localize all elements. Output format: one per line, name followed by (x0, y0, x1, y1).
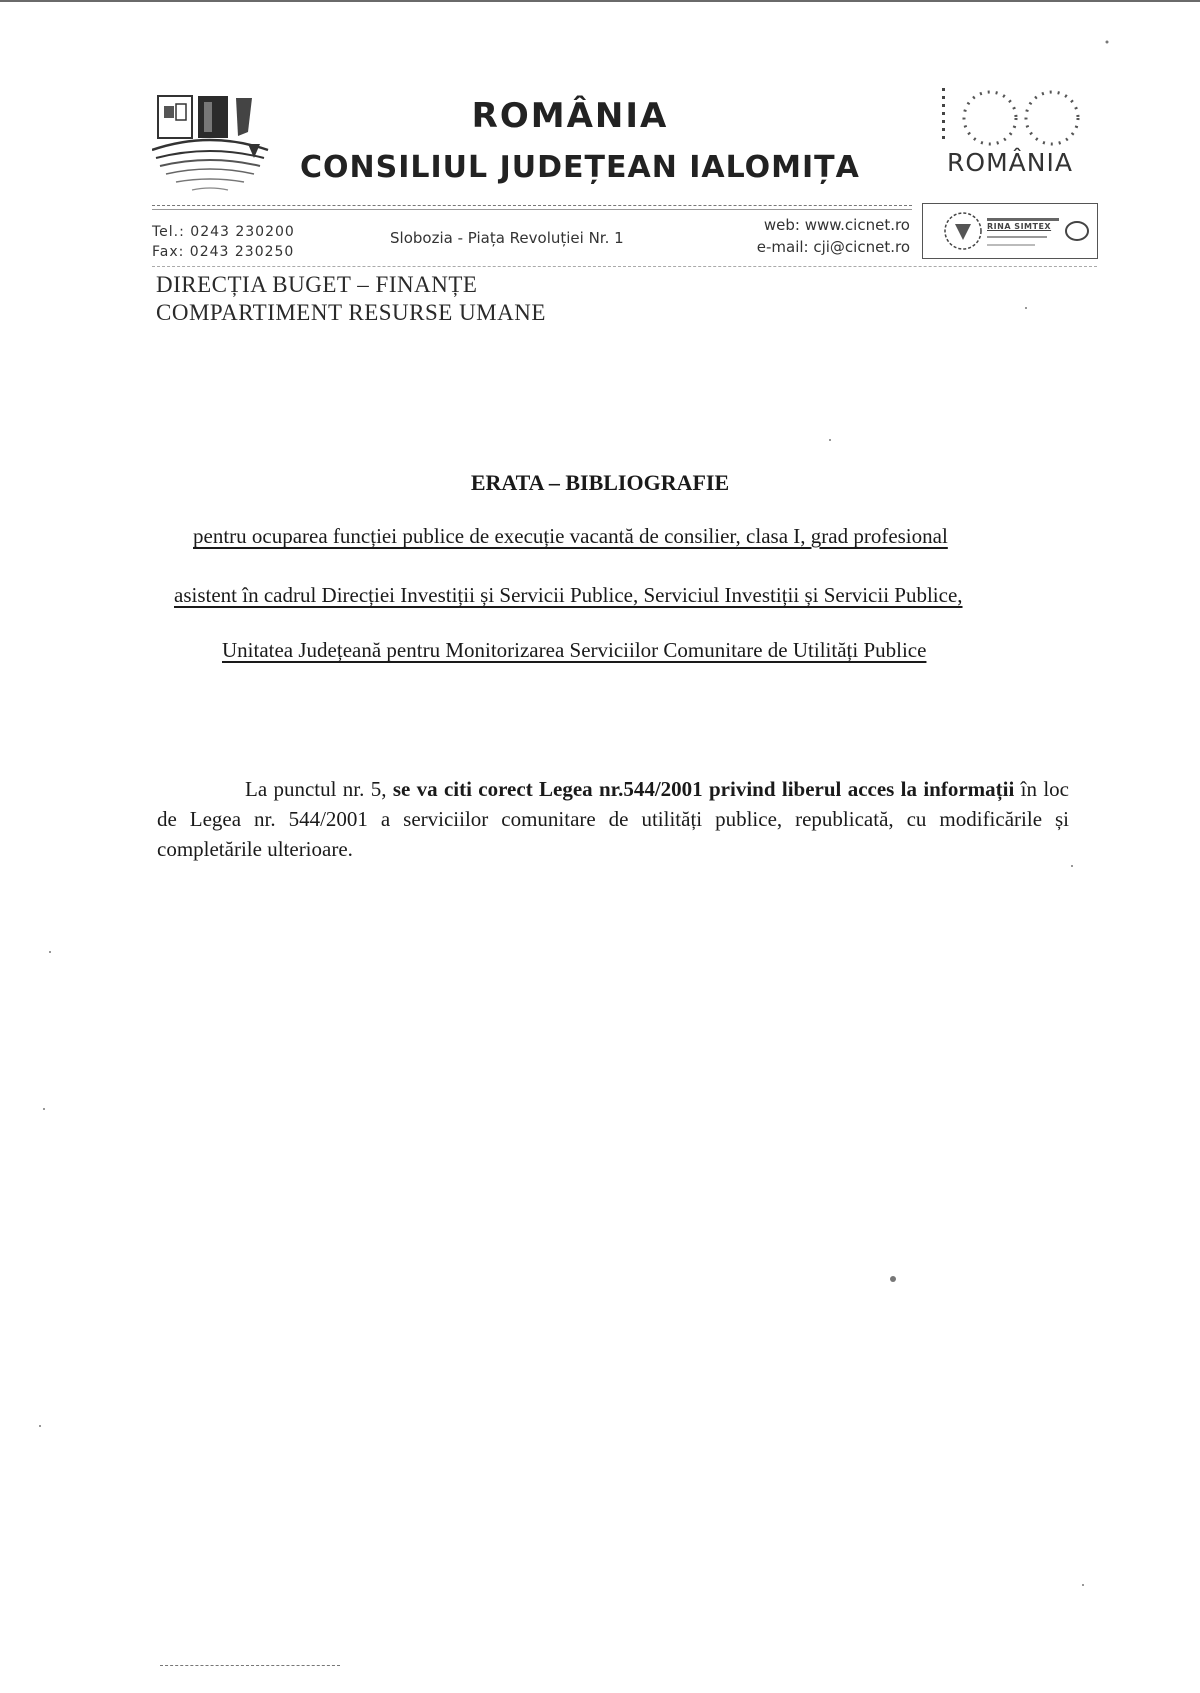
header-council-name: CONSILIUL JUDEȚEAN IALOMIȚA (300, 150, 860, 185)
centenary-logo-icon (920, 84, 1100, 194)
paragraph-correction: se va citi corect Legea nr.544/2001 privind liberul acces la informații (392, 777, 1015, 801)
erratum-paragraph (157, 774, 1069, 864)
county-crest-icon (152, 92, 270, 200)
address: Slobozia - Piața Revoluției Nr. 1 (390, 229, 624, 247)
department-name: DIRECȚIA BUGET – FINANȚE (156, 272, 478, 297)
website: web: www.cicnet.ro (763, 216, 910, 234)
subtitle-line: asistent în cadrul Direcției Investiții și Servicii Publice, Serviciul Investiții și Servicii Publice, (174, 583, 963, 607)
email-address: e-mail: cji@cicnet.ro (756, 238, 910, 256)
document-title: ERATA – BIBLIOGRAFIE (470, 470, 730, 495)
phone-number: Tel.: 0243 230200 (152, 224, 295, 240)
header-divider (152, 205, 912, 207)
certification-seal-icon (923, 204, 1097, 258)
subtitle-line: pentru ocuparea funcției publice de execuție vacantă de consilier, clasa I, grad profesional (193, 524, 948, 548)
certification-badge (922, 203, 1098, 259)
header-country: ROMÂNIA (471, 96, 669, 136)
certification-label: RINA SIMTEX (987, 222, 1052, 231)
scan-top-border (0, 0, 1200, 2)
paragraph-text: în loc de Legea nr. 544/2001 a serviciilor comunitare de utilități publice, republicată, cu modificările și completările ulterioare. (157, 777, 1069, 861)
header-divider (152, 209, 912, 211)
centenary-logo-text: ROMÂNIA (947, 148, 1073, 177)
header-divider (152, 266, 1097, 268)
department-subunit: COMPARTIMENT RESURSE UMANE (156, 300, 546, 325)
subtitle-line: Unitatea Județeană pentru Monitorizarea Serviciilor Comunitare de Utilități Publice (222, 638, 927, 662)
footer-divider (160, 1665, 340, 1667)
paragraph-text: La punctul nr. 5, (245, 777, 393, 801)
fax-number: Fax: 0243 230250 (152, 244, 295, 260)
